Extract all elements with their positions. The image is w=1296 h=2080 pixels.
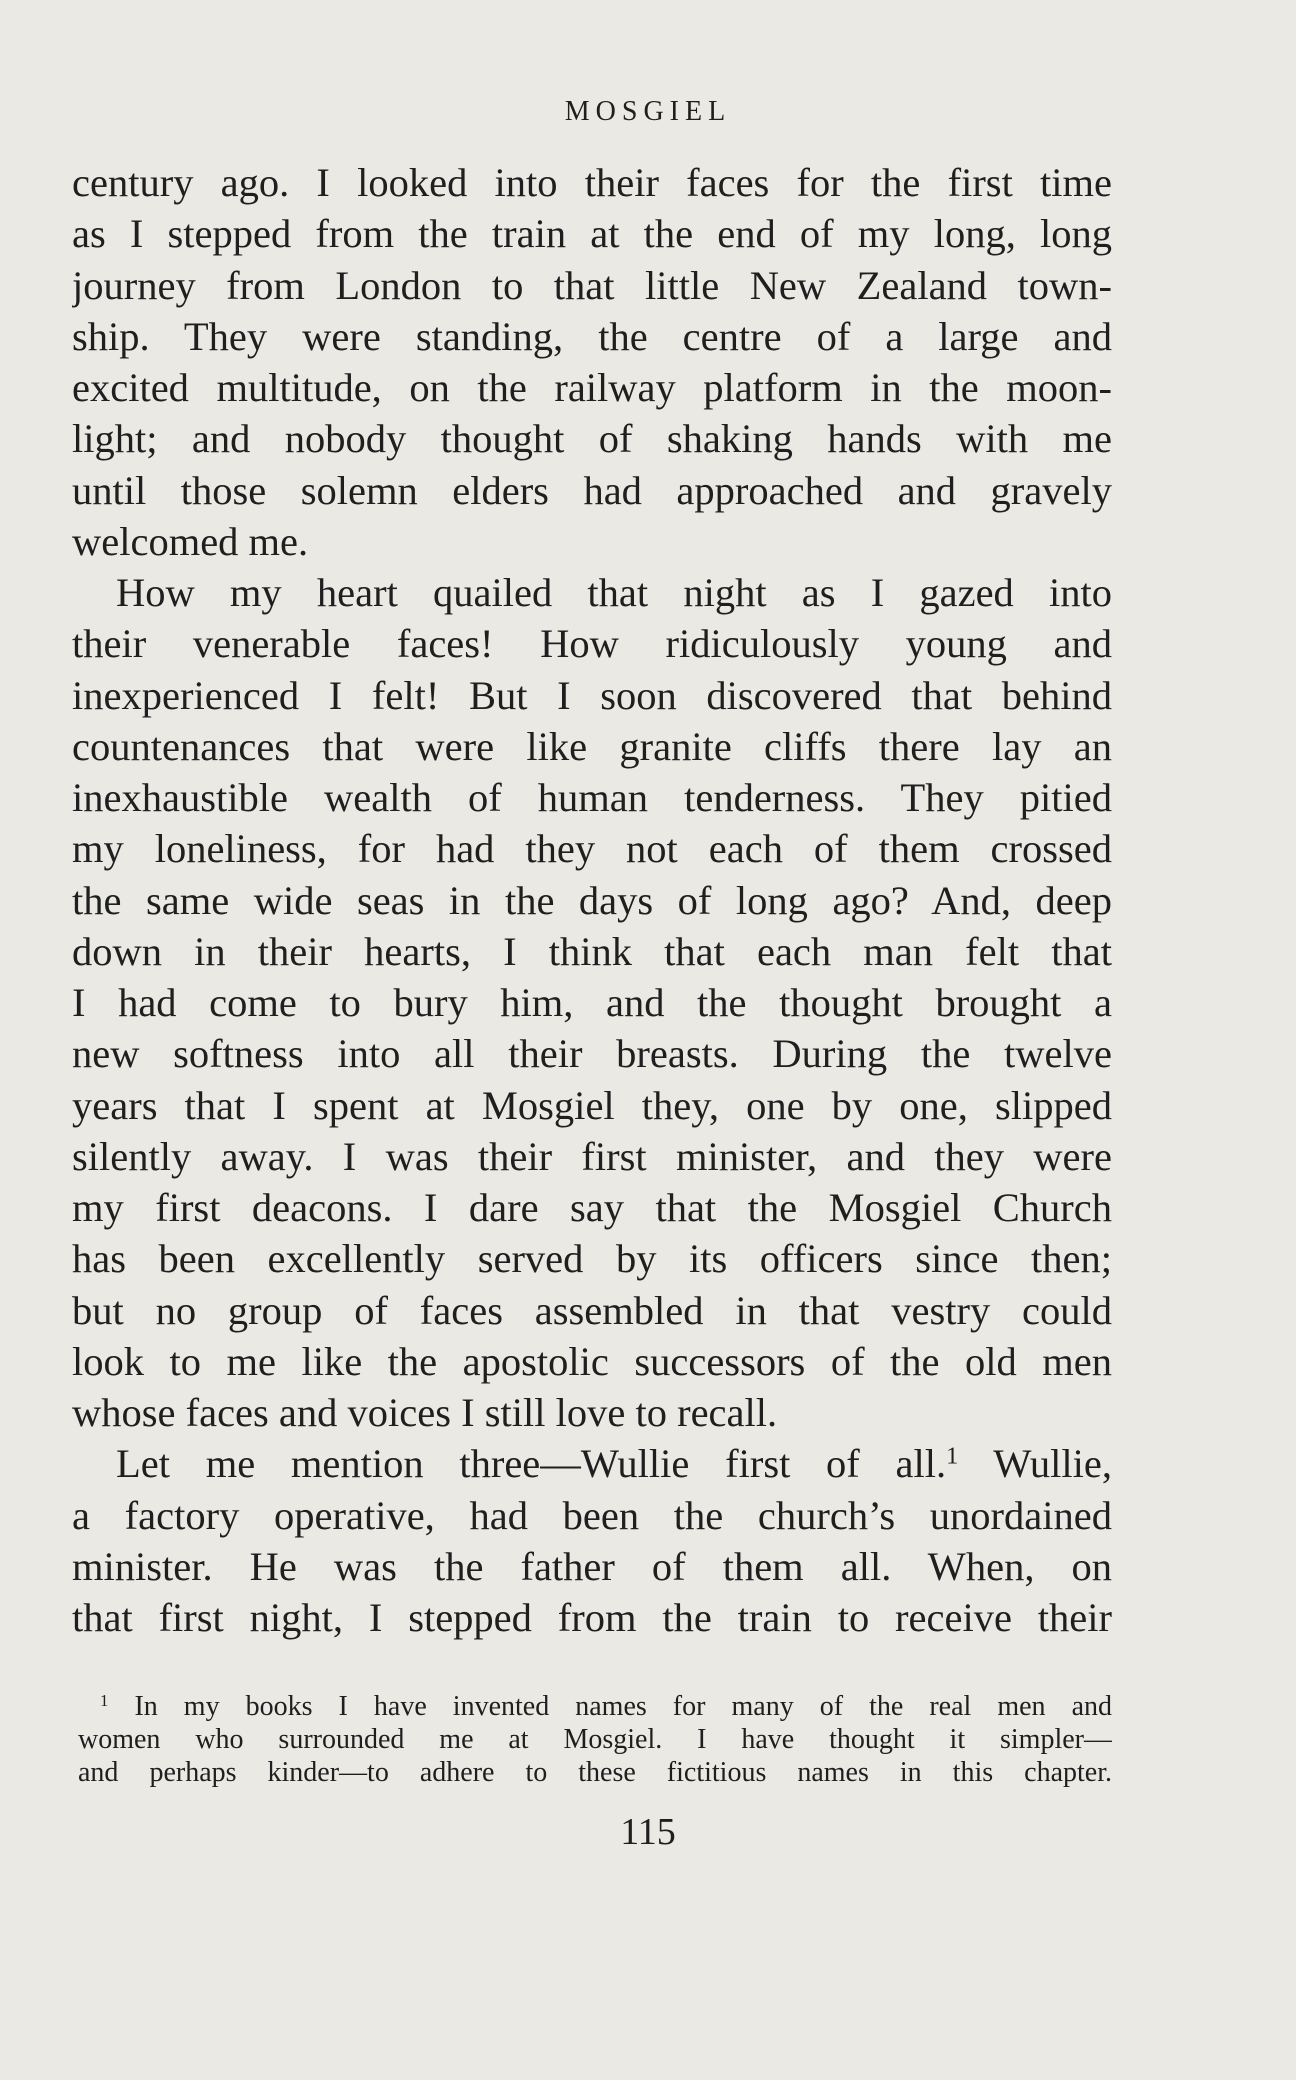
text-line: as I stepped from the train at the end of my long, long — [72, 211, 1112, 257]
footnote — [78, 1690, 1112, 1789]
text-line: their venerable faces! How ridiculously young and — [72, 621, 1112, 667]
footnote-line: and perhaps kinder—to adhere to these fictitious names in this chapter. — [78, 1757, 1112, 1788]
text-line: but no group of faces assembled in that vestry could — [72, 1287, 1112, 1333]
text-fragment: Let me mention three—Wullie first of all. — [116, 1441, 947, 1487]
text-line-with-footnote-ref — [72, 1438, 1112, 1489]
text-line: inexhaustible wealth of human tenderness. They pitied — [72, 775, 1112, 820]
text-line: minister. He was the father of them all. When, on — [72, 1543, 1112, 1589]
text-line: light; and nobody thought of shaking hands with me — [72, 416, 1112, 462]
text-line: journey from London to that little New Zealand town- — [72, 262, 1112, 308]
footnote-line: women who surrounded me at Mosgiel. I have thought it simpler— — [78, 1724, 1112, 1755]
text-line: How my heart quailed that night as I gazed into — [116, 570, 1112, 615]
text-line: has been excellently served by its officers since then; — [72, 1236, 1112, 1282]
footnote-reference: 1 — [946, 1442, 959, 1470]
text-line: the same wide seas in the days of long ago? And, deep — [72, 877, 1112, 923]
text-line: century ago. I looked into their faces for the first time — [72, 160, 1112, 205]
text-line: my loneliness, for had they not each of them crossed — [72, 826, 1112, 872]
text-line: look to me like the apostolic successors of the old men — [72, 1338, 1112, 1384]
text-line: that first night, I stepped from the train to receive their — [72, 1595, 1112, 1640]
text-line: down in their hearts, I think that each man felt that — [72, 928, 1112, 974]
footnote-marker: 1 — [100, 1690, 109, 1710]
footnote-line — [78, 1690, 1112, 1723]
footnote-text: In my books I have invented names for many of the real men and — [134, 1691, 1112, 1722]
page-number: 115 — [620, 1811, 676, 1853]
text-line: ship. They were standing, the centre of a large and — [72, 313, 1112, 359]
text-line: whose faces and voices I still love to recall. — [72, 1390, 778, 1435]
text-line: a factory operative, had been the church’s unordained — [72, 1492, 1112, 1538]
text-line: welcomed me. — [72, 518, 309, 564]
text-line: years that I spent at Mosgiel they, one by one, slipped — [72, 1082, 1112, 1128]
text-line: my first deacons. I dare say that the Mosgiel Church — [72, 1185, 1112, 1230]
text-line: new softness into all their breasts. During the twelve — [72, 1031, 1112, 1077]
running-head: MOSGIEL — [564, 96, 732, 127]
text-line: excited multitude, on the railway platform in the moon- — [72, 365, 1112, 410]
text-line: inexperienced I felt! But I soon discovered that behind — [72, 672, 1112, 718]
text-line: silently away. I was their first minister, and they were — [72, 1133, 1112, 1179]
text-line: until those solemn elders had approached and gravely — [72, 467, 1112, 513]
body-text — [72, 157, 1112, 1643]
text-line: countenances that were like granite cliffs there lay an — [72, 723, 1112, 769]
text-fragment: Wullie, — [958, 1441, 1112, 1487]
text-line: I had come to bury him, and the thought brought a — [72, 980, 1112, 1025]
